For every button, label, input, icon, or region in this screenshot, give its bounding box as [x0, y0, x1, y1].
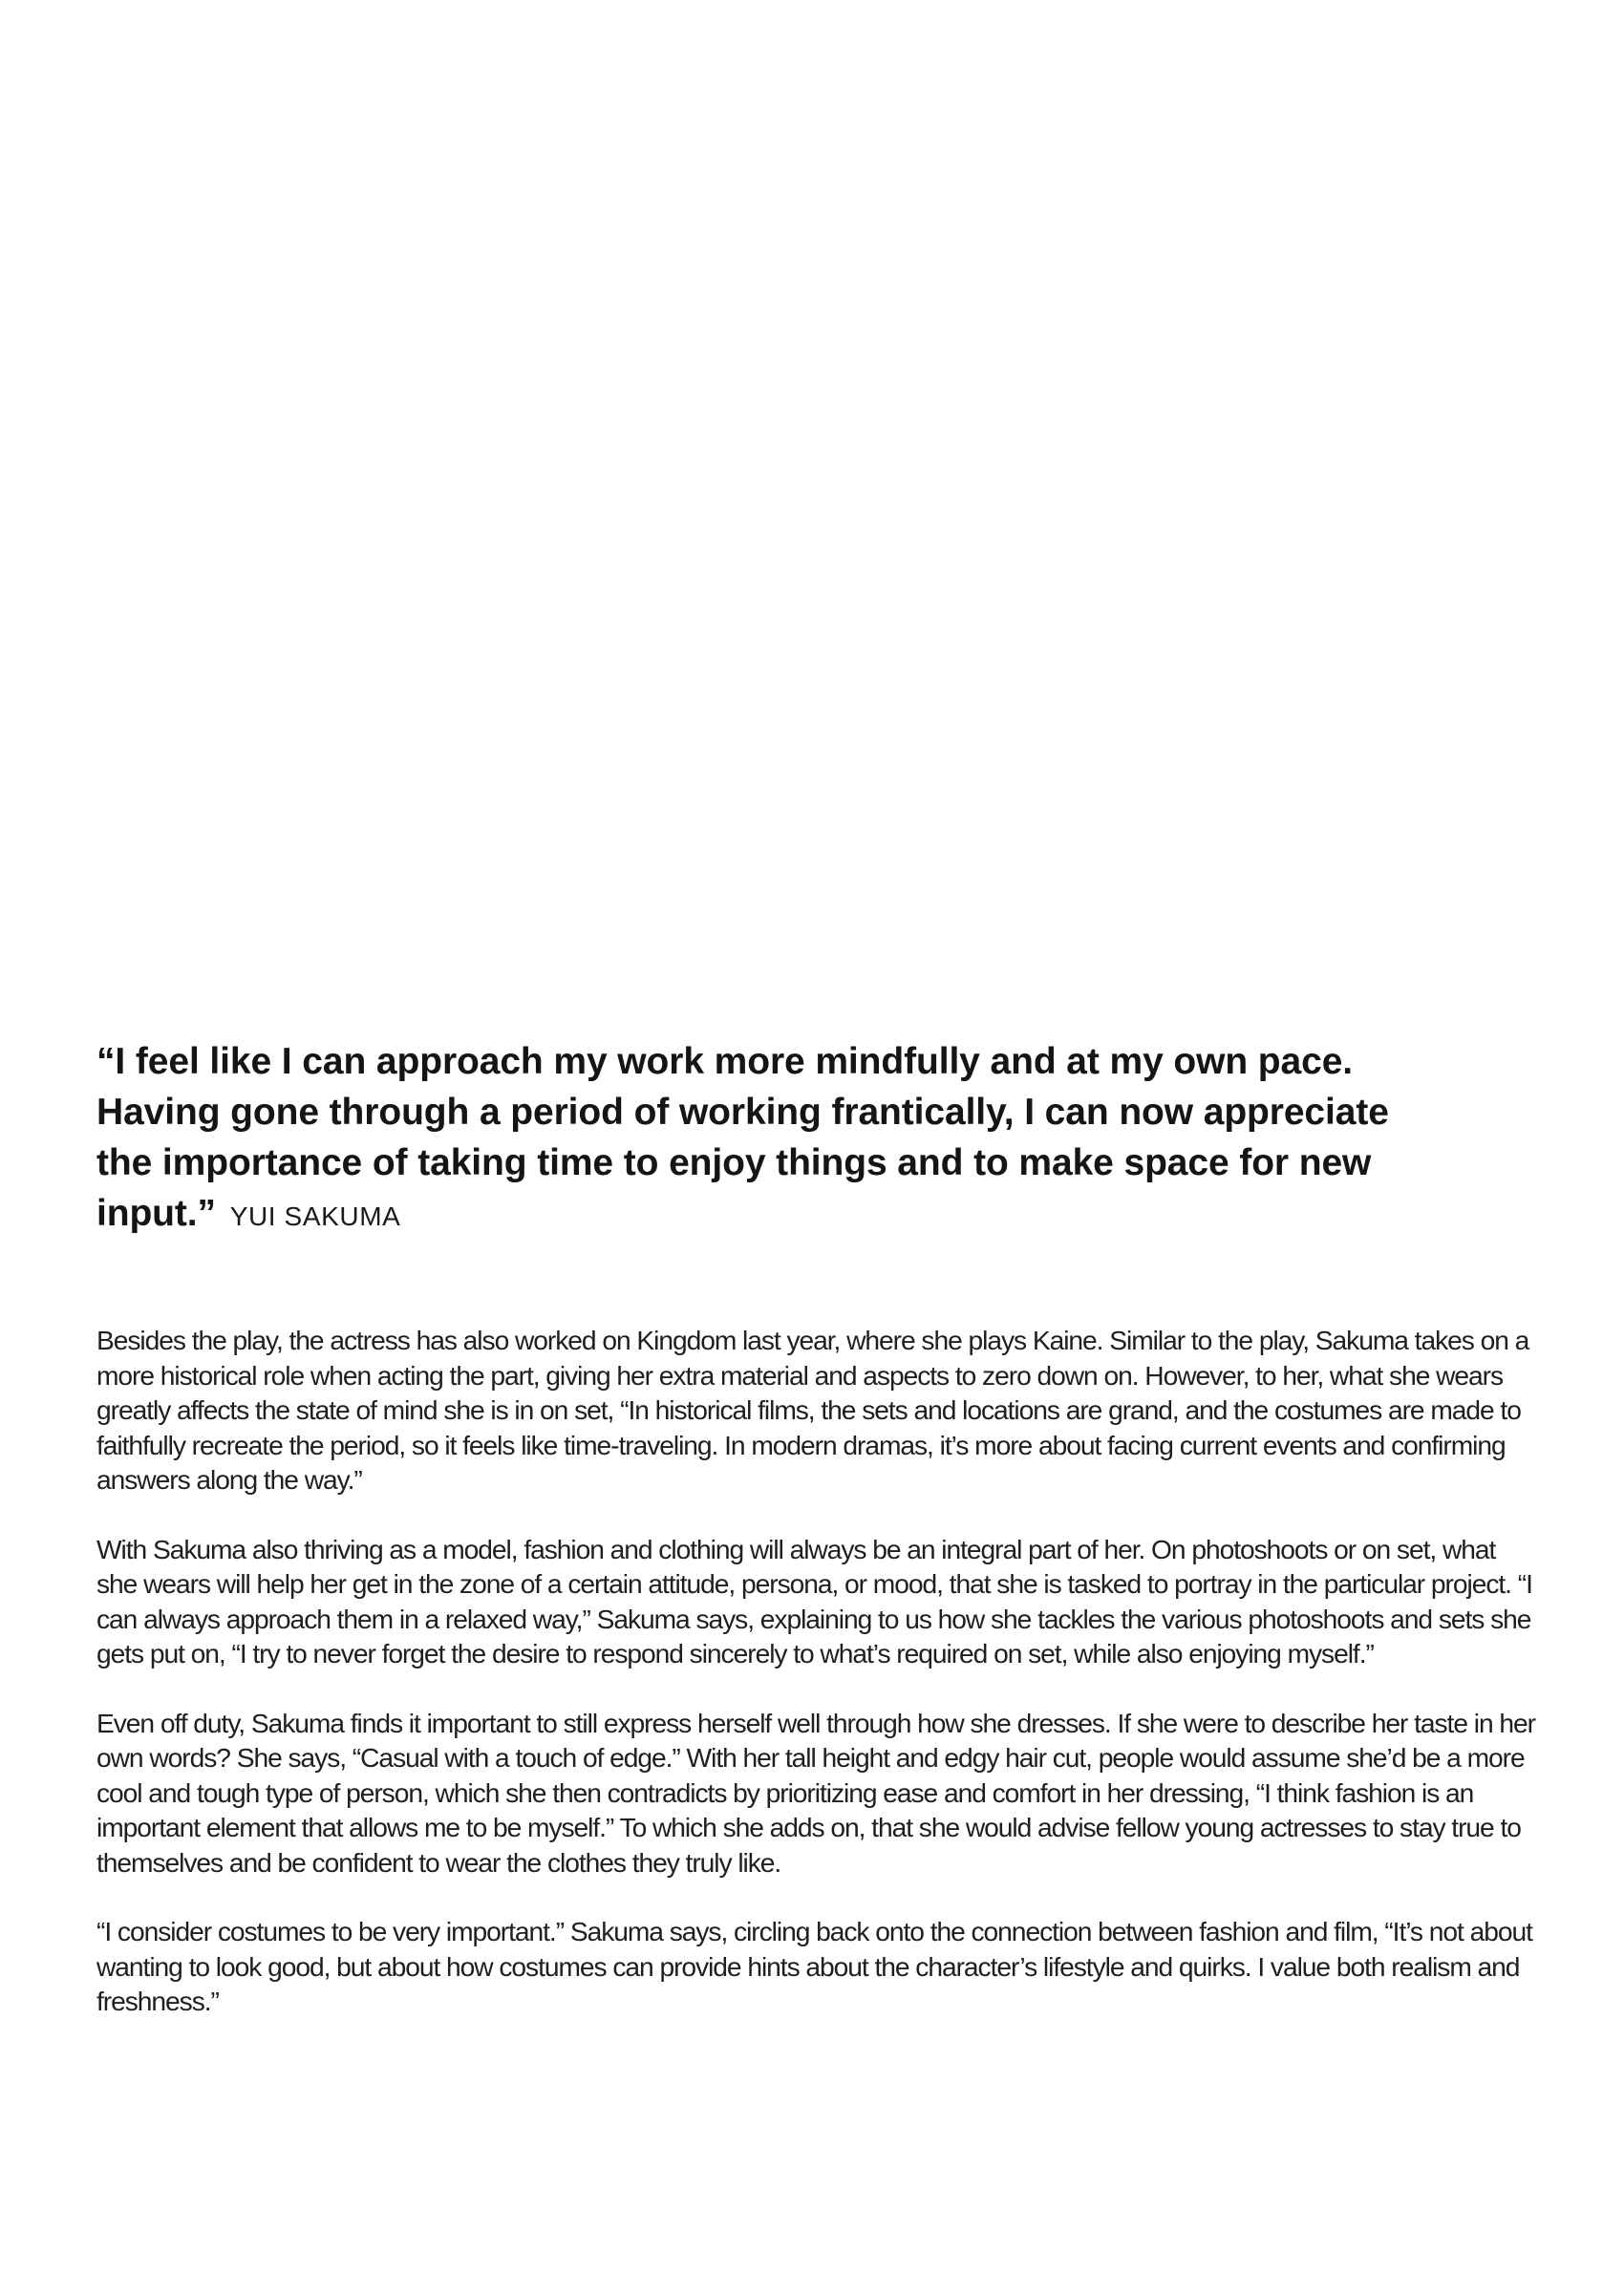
pull-quote-text: “I feel like I can approach my work more mindfully and at my own pace. Having gone through a period of working frantically, I can now appreciate the importance of taking time to enjoy things and to make space for new input.” [96, 1041, 1389, 1234]
body-paragraph-3: Even off duty, Sakuma finds it important to still express herself well through how she dresses. If she were to describe her taste in her own words? She says, “Casual with a touch of edge.” With her tall height and edgy hair cut, people would assume she’d be a more cool and tough type of person, which she then contradicts by prioritizing ease and comfort in her dressing, “I think fashion is an important element that allows me to be myself.” To which she adds on, that she would advise fellow young actresses to stay true to themselves and be confident to wear the clothes they truly like. [96, 1707, 1535, 1878]
pull-quote [96, 1036, 1453, 1242]
article-body [96, 1323, 1541, 2053]
body-paragraph-1: Besides the play, the actress has also worked on Kingdom last year, where she plays Kaine. Similar to the play, Sakuma takes on a more historical role when acting the part, giving her extra material and aspects to zero down on. However, to her, what she wears greatly affects the state of mind she is in on set, “In historical films, the sets and locations are grand, and the costumes are made to faithfully recreate the period, so it feels like time-traveling. In modern dramas, it’s more about facing current events and confirming answers along the way.” [96, 1325, 1529, 1495]
body-paragraph-4: “I consider costumes to be very important.” Sakuma says, circling back onto the connection between fashion and film, “It’s not about wanting to look good, but about how costumes can provide hints about the character’s lifestyle and quirks. I value both realism and freshness.” [96, 1916, 1532, 2016]
body-paragraph-2: With Sakuma also thriving as a model, fashion and clothing will always be an integral part of her. On photoshoots or on set, what she wears will help her get in the zone of a certain attitude, persona, or mood, that she is tasked to portray in the particular project. “I can always approach them in a relaxed way,” Sakuma says, explaining to us how she tackles the various photoshoots and sets she gets put on, “I try to never forget the desire to respond sincerely to what’s required on set, while also enjoying myself.” [96, 1533, 1532, 1669]
pull-quote-attribution: YUI SAKUMA [229, 1201, 401, 1231]
